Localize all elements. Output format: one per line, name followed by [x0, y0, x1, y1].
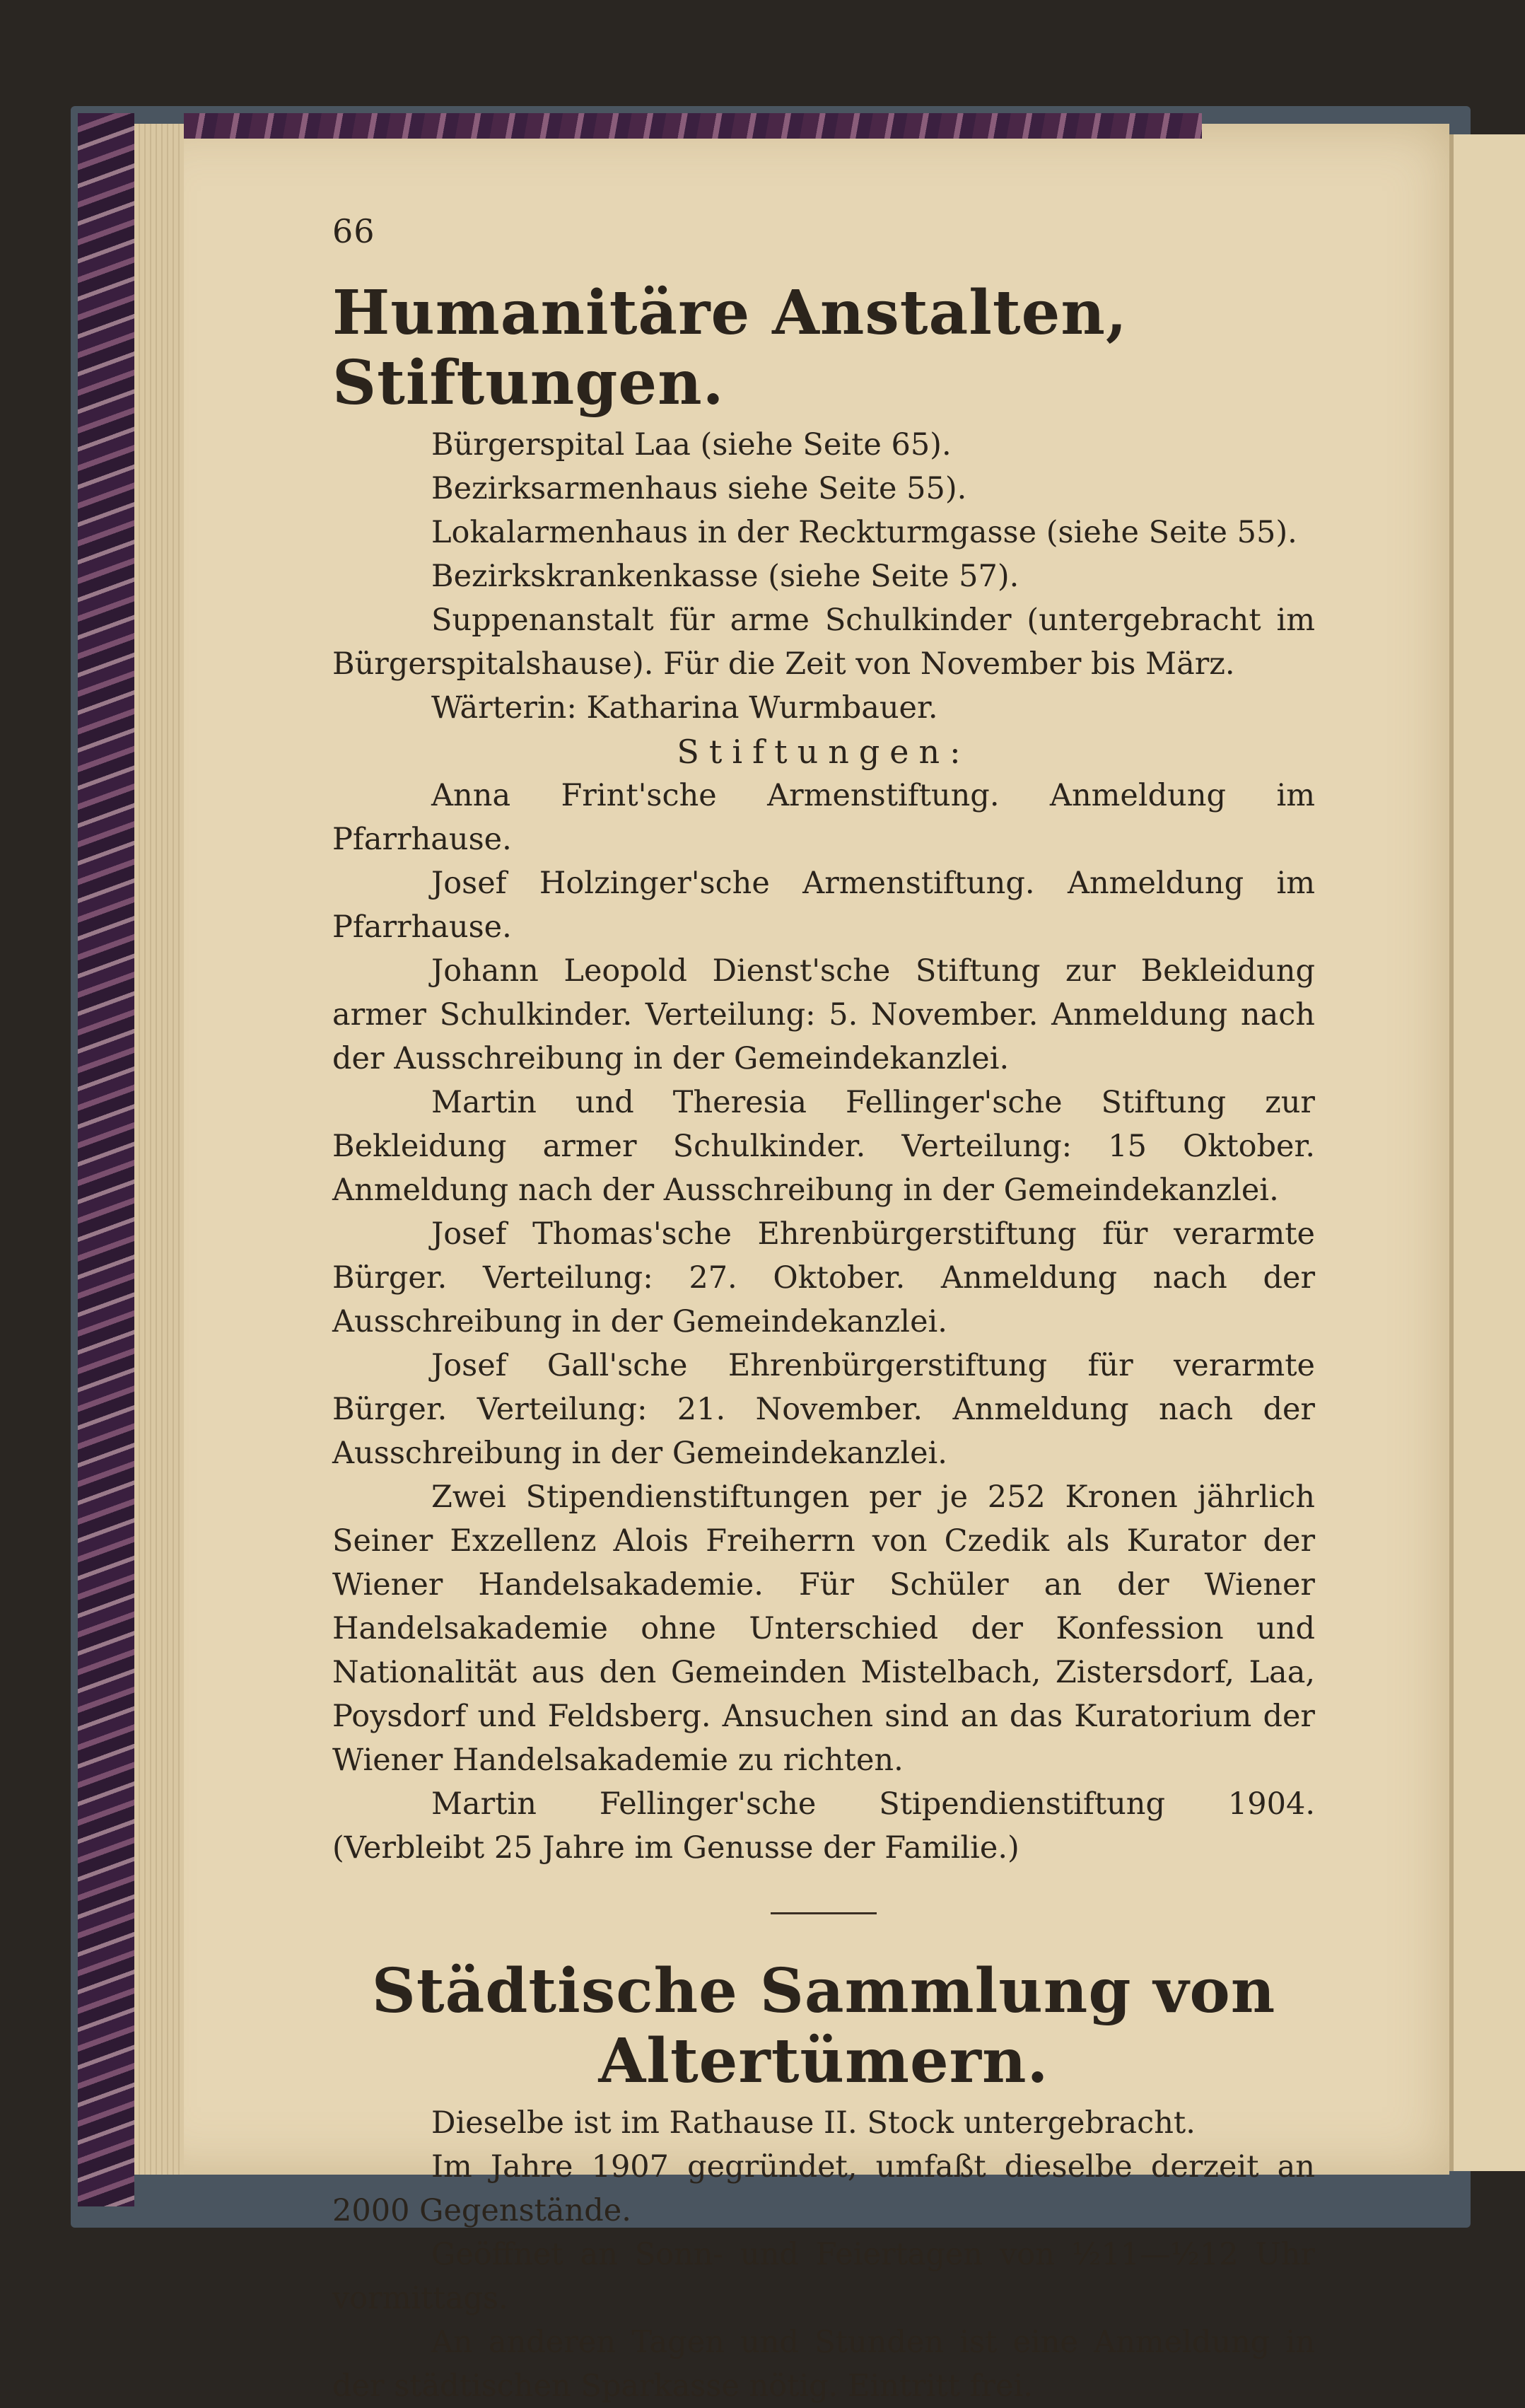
marbled-edge: [78, 113, 134, 2206]
page-number: 66: [332, 212, 375, 250]
stiftung-entry: Josef Holzinger'sche Armenstiftung. Anmeldung im Pfarrhause.: [332, 865, 1315, 945]
paragraph: An anderen Tagen und Stunden ist eine Anmeldung in der städtischen Sparkasse nötig. Eintritt frei.: [332, 2324, 1315, 2404]
paragraph: Bürgerspital Laa (siehe Seite 65).: [431, 426, 952, 463]
paragraph: Bezirkskrankenkasse (siehe Seite 57).: [431, 558, 1019, 594]
paragraph: Bezirksarmenhaus siehe Seite 55).: [431, 470, 967, 506]
stiftung-entry: Zwei Stipendienstiftungen per je 252 Kronen jährlich Seiner Exzellenz Alois Freiherrn von Czedik als Kurator der Wiener Handelsakademie. Für Schüler an der Wiener Handelsakademie ohne Unterschied der Konfession und Nationalität aus den Gemeinden Mistelbach, Zistersdorf, Laa, Poysdorf und Feldsberg. Ansuchen sind an das Kuratorium der Wiener Handelsakademie zu richten.: [332, 1479, 1315, 1778]
stiftung-entry: Josef Thomas'sche Ehrenbürgerstiftung für verarmte Bürger. Verteilung: 27. Oktober. Anmeldung nach der Ausschreibung in der Gemeindekanzlei.: [332, 1216, 1315, 1339]
stiftung-entry: Anna Frint'sche Armenstiftung. Anmeldung im Pfarrhause.: [332, 777, 1315, 857]
stiftung-entry: Johann Leopold Dienst'sche Stiftung zur Bekleidung armer Schulkinder. Verteilung: 5. November. Anmeldung nach der Ausschreibung in der Gemeindekanzlei.: [332, 953, 1315, 1076]
subheading-stiftungen: Stiftungen:: [677, 732, 971, 771]
paragraph: Suppenanstalt für arme Schulkinder (untergebracht im Bürgerspitalshause). Für die Zeit von November bis März.: [332, 602, 1315, 682]
facing-page-edge: [1449, 134, 1525, 2171]
paragraph: Lokalarmenhaus in der Reckturmgasse (siehe Seite 55).: [431, 514, 1297, 550]
page-edges: [134, 124, 184, 2175]
page-content: [332, 212, 1315, 2408]
stiftung-entry: Josef Gall'sche Ehrenbürgerstiftung für verarmte Bürger. Verteilung: 21. November. Anmeldung nach der Ausschreibung in der Gemeindekanzlei.: [332, 1347, 1315, 1471]
stiftung-entry: Martin Fellinger'sche Stipendienstiftung 1904. (Verbleibt 25 Jahre im Genusse der Familie.): [332, 1786, 1315, 1866]
top-binding-band: [184, 113, 1202, 139]
section-title-humanitaere-anstalten: Humanitäre Anstalten, Stiftungen.: [332, 277, 1128, 419]
paragraph: Wärterin: Katharina Wurmbauer.: [431, 690, 938, 726]
paragraph: Dieselbe ist im Rathause II. Stock untergebracht.: [431, 2105, 1196, 2141]
stiftung-entry: Martin und Theresia Fellinger'sche Stiftung zur Bekleidung armer Schulkinder. Verteilung: 15 Oktober. Anmeldung nach der Ausschreibung in der Gemeindekanzlei.: [332, 1084, 1315, 1208]
section-divider: [771, 1912, 877, 1914]
section-title-sammlung: Städtische Sammlung von Altertümern.: [371, 1955, 1276, 2097]
paragraph: Geöffnet an Sonn- und Feiertagen von ½11—½12 Uhr vormittags.: [332, 2236, 1315, 2316]
paragraph: Im Jahre 1907 gegründet, umfaßt dieselbe derzeit an 2000 Gegenstände.: [332, 2148, 1315, 2228]
